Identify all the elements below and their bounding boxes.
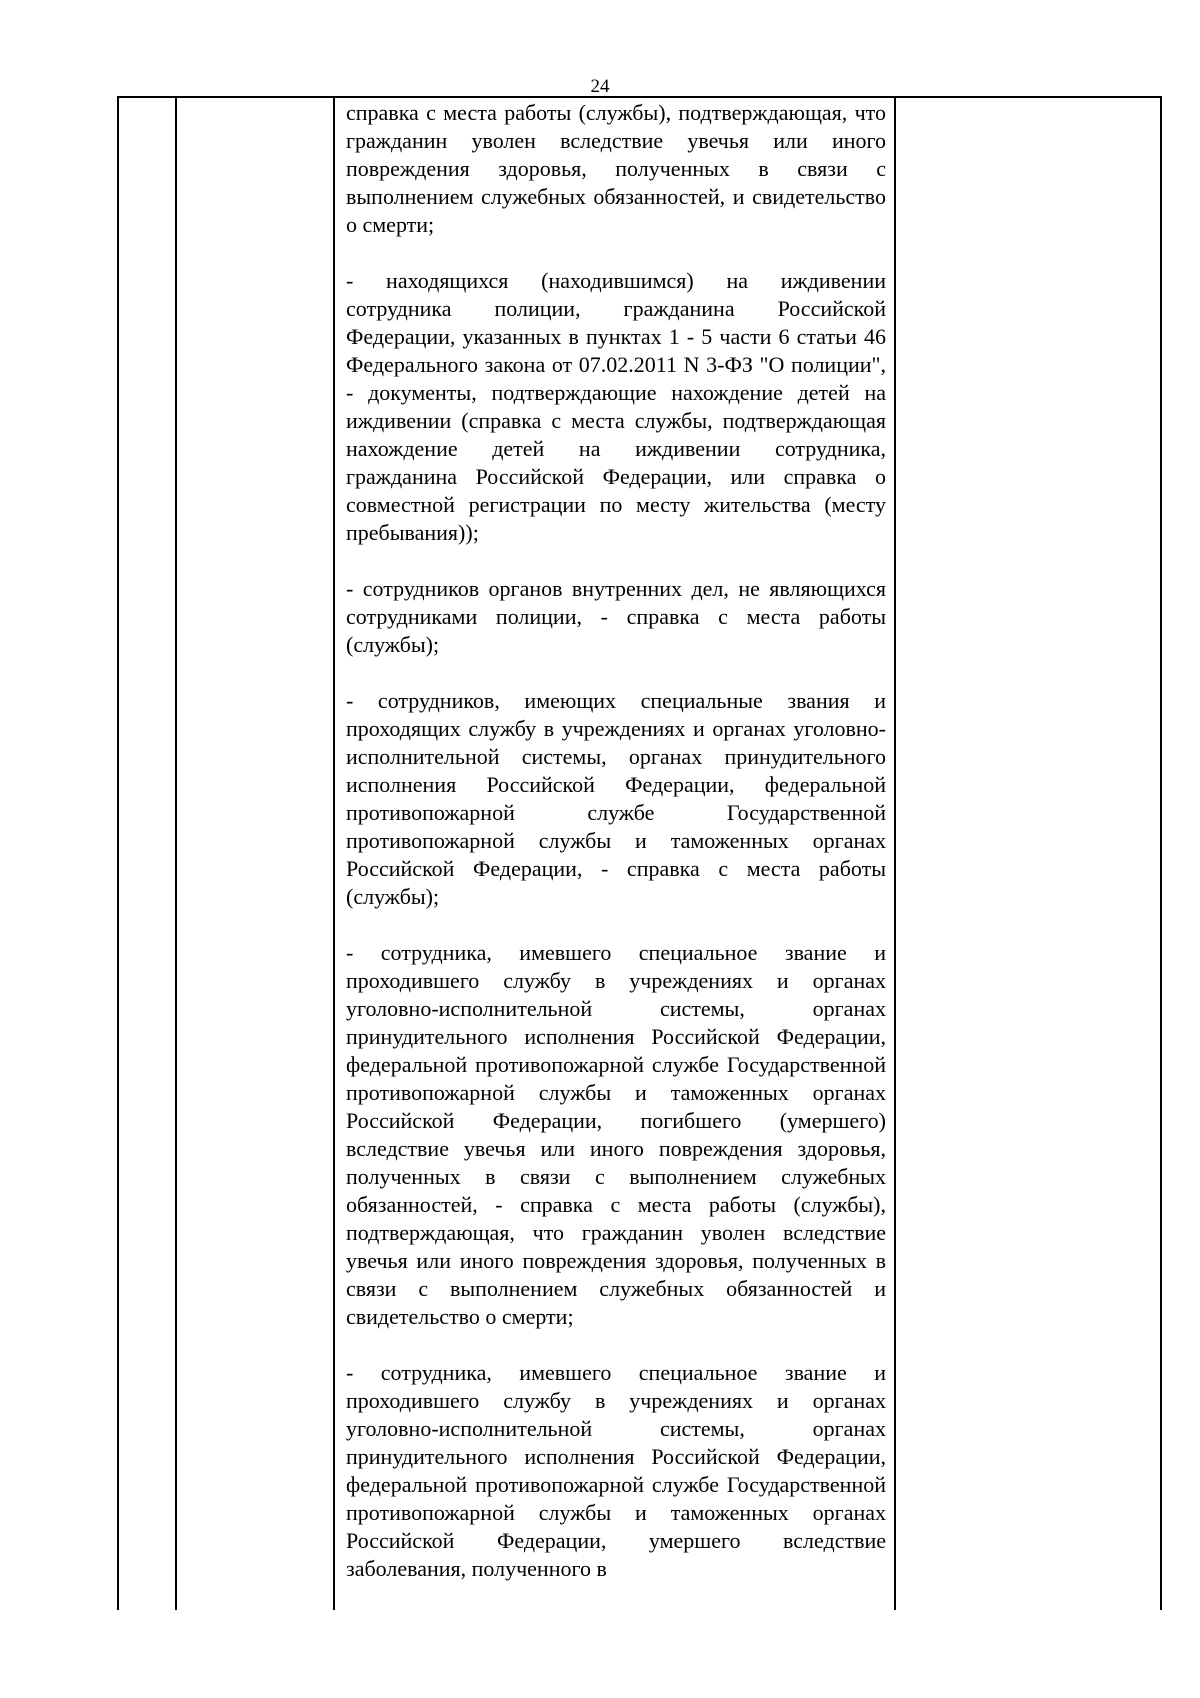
table-top-border [117,96,1162,98]
table-column-border [1160,97,1162,1610]
paragraph: - сотрудников органов внутренних дел, не являющихся сотрудниками полиции, - справка с места работы (службы); [346,576,886,657]
table-cell-documents [346,99,886,1583]
paragraph: - сотрудников, имеющих специальные звания и проходящих службу в учреждениях и органах уголовно-исполнительной системы, органах принудительного исполнения Российской Федерации, федеральной противопожарной службе Государственной противопожарной службы и таможенных органах Российской Федерации, - справка с места работы (службы); [346,688,886,909]
paragraph: - находящихся (находившимся) на иждивении сотрудника полиции, гражданина Российской Федерации, указанных в пунктах 1 - 5 части 6 статьи 46 Федерального закона от 07.02.2011 N 3-ФЗ "О полиции", - документы, подтверждающие нахождение детей на иждивении (справка с места службы, подтверждающая нахождение детей на иждивении сотрудника, гражданина Российской Федерации, или справка о совместной регистрации по месту жительства (месту пребывания)); [346,268,886,545]
page-number: 24 [590,76,610,97]
table-column-border [175,97,177,1610]
table-column-border [117,97,119,1610]
table-column-border [894,97,896,1610]
paragraph: - сотрудника, имевшего специальное звание и проходившего службу в учреждениях и органах уголовно-исполнительной системы, органах принудительного исполнения Российской Федерации, федеральной противопожарной службе Государственной противопожарной службы и таможенных органах Российской Федерации, погибшего (умершего) вследствие увечья или иного повреждения здоровья, полученных в связи с выполнением служебных обязанностей, - справка с места работы (службы), подтверждающая, что гражданин уволен вследствие увечья или иного повреждения здоровья, полученных в связи с выполнением служебных обязанностей и свидетельство о смерти; [346,940,886,1329]
paragraph: - сотрудника, имевшего специальное звание и проходившего службу в учреждениях и органах уголовно-исполнительной системы, органах принудительного исполнения Российской Федерации, федеральной противопожарной службе Государственной противопожарной службы и таможенных органах Российской Федерации, умершего вследствие заболевания, полученного в [346,1360,886,1581]
table-column-border [333,97,335,1610]
paragraph: справка с места работы (службы), подтверждающая, что гражданин уволен вследствие увечья или иного повреждения здоровья, полученных в связи с выполнением служебных обязанностей, и свидетельство о смерти; [346,100,886,237]
